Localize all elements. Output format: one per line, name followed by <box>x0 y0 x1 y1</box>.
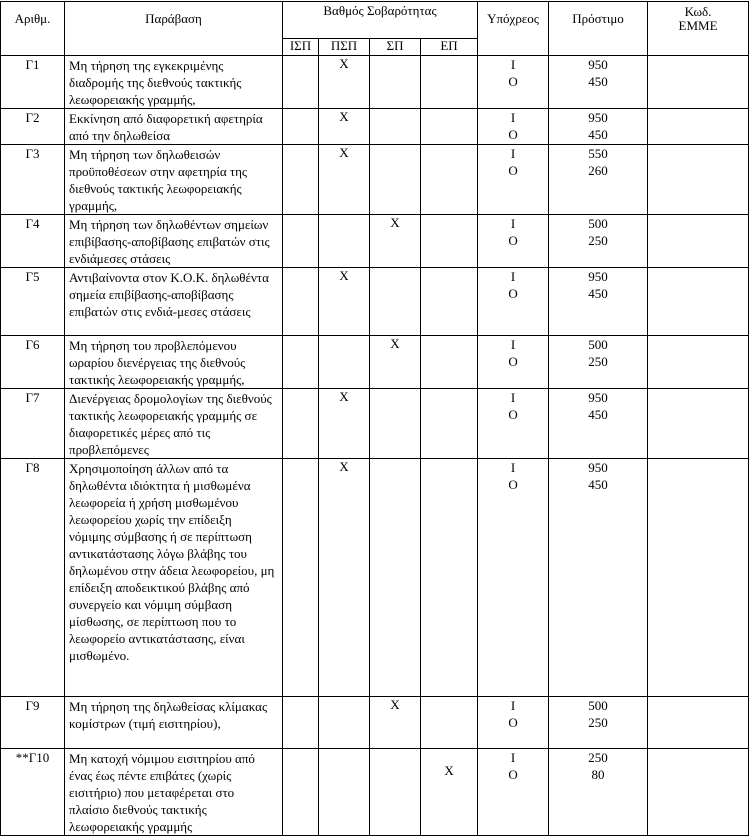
row-violation: Μη τήρηση του προβλεπόμενου ωραρίου διενέργειας της διεθνούς τακτικής λεωφορειακής γραμμής, <box>65 336 283 389</box>
row-mark-isp <box>283 109 319 145</box>
row-mark-ep <box>421 109 478 145</box>
row-fine <box>549 697 648 749</box>
table-row <box>1 56 749 109</box>
row-mark-sp <box>370 56 421 109</box>
header-code <box>648 2 749 56</box>
obligated-second: Ο <box>508 477 518 492</box>
row-violation: Αντιβαίνοντα στον Κ.Ο.Κ. δηλωθέντα σημεία επιβίβασης-αποβίβασης επιβατών στις ενδιά-μεσες στάσεις <box>65 268 283 336</box>
table-row <box>1 459 749 697</box>
row-fine <box>549 268 648 336</box>
row-obligated <box>478 268 549 336</box>
row-code <box>648 145 749 215</box>
table-row <box>1 749 749 836</box>
obligated-second: Ο <box>508 354 518 369</box>
row-number: Γ7 <box>1 389 65 459</box>
obligated-first: Ι <box>510 460 516 475</box>
row-number: Γ4 <box>1 215 65 268</box>
fine-first: 250 <box>588 750 608 765</box>
header-number: Αριθμ. <box>1 2 65 56</box>
obligated-first: Ι <box>510 110 516 125</box>
header-code-line1: Κωδ. <box>684 4 712 19</box>
fine-second: 450 <box>588 74 608 89</box>
table-row <box>1 215 749 268</box>
row-code <box>648 749 749 836</box>
fine-second: 450 <box>588 127 608 142</box>
row-mark-psp: Χ <box>319 145 370 215</box>
table-row <box>1 697 749 749</box>
row-mark-psp: Χ <box>319 268 370 336</box>
row-obligated <box>478 389 549 459</box>
row-violation: Μη τήρηση των δηλωθέντων σημείων επιβίβασης-αποβίβασης επιβατών στις ενδιάμεσες στάσεις <box>65 215 283 268</box>
row-violation: Μη τήρηση των δηλωθεισών προϋποθέσεων στην αφετηρία της διεθνούς τακτικής λεωφορειακής γραμμής, <box>65 145 283 215</box>
row-mark-psp <box>319 697 370 749</box>
obligated-first: Ι <box>510 337 516 352</box>
fine-second: 450 <box>588 286 608 301</box>
row-mark-isp <box>283 389 319 459</box>
row-violation: Μη τήρηση της εγκεκριμένης διαδρομής της διεθνούς τακτικής λεωφορειακής γραμμής, <box>65 56 283 109</box>
header-severity-psp: ΠΣΠ <box>319 39 370 56</box>
row-mark-psp: Χ <box>319 56 370 109</box>
row-fine <box>549 215 648 268</box>
row-mark-ep <box>421 389 478 459</box>
obligated-first: Ι <box>510 390 516 405</box>
obligated-first: Ι <box>510 698 516 713</box>
header-severity-ep: ΕΠ <box>421 39 478 56</box>
fine-first: 950 <box>588 269 608 284</box>
fine-first: 950 <box>588 460 608 475</box>
row-fine <box>549 459 648 697</box>
row-mark-ep <box>421 145 478 215</box>
row-mark-isp <box>283 215 319 268</box>
fine-second: 450 <box>588 407 608 422</box>
fine-first: 950 <box>588 110 608 125</box>
row-number: Γ5 <box>1 268 65 336</box>
header-violation: Παράβαση <box>65 2 283 56</box>
row-mark-sp: Χ <box>370 215 421 268</box>
row-mark-sp <box>370 749 421 836</box>
row-mark-sp <box>370 268 421 336</box>
row-fine <box>549 389 648 459</box>
row-fine <box>549 145 648 215</box>
fine-second: 250 <box>588 715 608 730</box>
header-severity-sp: ΣΠ <box>370 39 421 56</box>
header-severity-isp: ΙΣΠ <box>283 39 319 56</box>
obligated-first: Ι <box>510 57 516 72</box>
table-row <box>1 389 749 459</box>
row-code <box>648 697 749 749</box>
fine-first: 550 <box>588 146 608 161</box>
obligated-second: Ο <box>508 407 518 422</box>
row-obligated <box>478 336 549 389</box>
row-number: Γ6 <box>1 336 65 389</box>
row-mark-ep: Χ <box>421 749 478 836</box>
row-number: Γ8 <box>1 459 65 697</box>
row-mark-psp: Χ <box>319 109 370 145</box>
row-mark-psp <box>319 749 370 836</box>
row-mark-sp: Χ <box>370 697 421 749</box>
row-obligated <box>478 697 549 749</box>
header-fine: Πρόστιμο <box>549 2 648 56</box>
row-obligated <box>478 56 549 109</box>
header-row <box>1 2 749 39</box>
obligated-first: Ι <box>510 750 516 765</box>
row-fine <box>549 56 648 109</box>
fine-first: 500 <box>588 698 608 713</box>
row-violation: Μη τήρηση της δηλωθείσας κλίμακας κομίστρων (τιμή εισιτηρίου), <box>65 697 283 749</box>
row-code <box>648 215 749 268</box>
row-number: Γ1 <box>1 56 65 109</box>
row-violation: Διενέργειας δρομολογίων της διεθνούς τακτικής λεωφορειακής γραμμής σε διαφορετικές μέρες από τις προβλεπόμενες <box>65 389 283 459</box>
row-mark-sp <box>370 389 421 459</box>
row-number: Γ9 <box>1 697 65 749</box>
obligated-second: Ο <box>508 233 518 248</box>
fine-second: 80 <box>591 767 605 782</box>
row-mark-psp: Χ <box>319 459 370 697</box>
fine-first: 500 <box>588 337 608 352</box>
obligated-second: Ο <box>508 163 518 178</box>
row-mark-sp <box>370 459 421 697</box>
obligated-first: Ι <box>510 216 516 231</box>
row-mark-ep <box>421 697 478 749</box>
row-mark-sp <box>370 145 421 215</box>
row-mark-isp <box>283 268 319 336</box>
fine-second: 450 <box>588 477 608 492</box>
fines-table <box>0 1 749 836</box>
obligated-second: Ο <box>508 767 518 782</box>
row-fine <box>549 749 648 836</box>
row-number: Γ3 <box>1 145 65 215</box>
row-mark-ep <box>421 215 478 268</box>
row-code <box>648 56 749 109</box>
row-mark-isp <box>283 749 319 836</box>
row-obligated <box>478 215 549 268</box>
row-obligated <box>478 749 549 836</box>
row-mark-isp <box>283 56 319 109</box>
row-mark-sp <box>370 109 421 145</box>
row-fine <box>549 109 648 145</box>
row-obligated <box>478 109 549 145</box>
fine-first: 950 <box>588 57 608 72</box>
row-mark-ep <box>421 56 478 109</box>
row-violation: Χρησιμοποίηση άλλων από τα δηλωθέντα ιδιόκτητα ή μισθωμένα λεωφορεία ή χρήση μισθωμένου λεωφορείου χωρίς την επίδειξη νόμιμης σύμβασης ή σε περίπτωση αντικατάστασης λόγω βλάβης του δηλωμένου στην άδεια λεωφορείου, μη επίδειξη αποδεικτικού βλάβης από συνεργείο και νόμιμη σύμβαση μίσθωσης, σε περίπτωση που το λεωφορείο αντικατάστασης, είναι μισθωμένο. <box>65 459 283 697</box>
obligated-first: Ι <box>510 146 516 161</box>
header-obligated: Υπόχρεος <box>478 2 549 56</box>
row-mark-isp <box>283 336 319 389</box>
fine-first: 500 <box>588 216 608 231</box>
row-code <box>648 389 749 459</box>
row-violation: Εκκίνηση από διαφορετική αφετηρία από την δηλωθείσα <box>65 109 283 145</box>
obligated-second: Ο <box>508 127 518 142</box>
row-code <box>648 336 749 389</box>
row-mark-sp: Χ <box>370 336 421 389</box>
row-mark-psp <box>319 215 370 268</box>
row-code <box>648 268 749 336</box>
obligated-first: Ι <box>510 269 516 284</box>
row-violation: Μη κατοχή νόμιμου εισιτηρίου από ένας έως πέντε επιβάτες (χωρίς εισιτήριο) που μεταφέρεται στο πλαίσιο διεθνούς τακτικής λεωφορειακής γραμμής <box>65 749 283 836</box>
row-code <box>648 459 749 697</box>
row-mark-isp <box>283 145 319 215</box>
row-mark-ep <box>421 459 478 697</box>
row-obligated <box>478 145 549 215</box>
row-mark-psp: Χ <box>319 389 370 459</box>
row-code <box>648 109 749 145</box>
row-mark-psp <box>319 336 370 389</box>
row-obligated <box>478 459 549 697</box>
fine-second: 250 <box>588 233 608 248</box>
row-number: **Γ10 <box>1 749 65 836</box>
row-mark-isp <box>283 459 319 697</box>
table-row <box>1 336 749 389</box>
fine-first: 950 <box>588 390 608 405</box>
table-row <box>1 268 749 336</box>
table-row <box>1 109 749 145</box>
header-severity: Βαθμός Σοβαρότητας <box>283 2 478 39</box>
row-fine <box>549 336 648 389</box>
header-code-line2: ΕΜΜΕ <box>678 18 718 33</box>
obligated-second: Ο <box>508 715 518 730</box>
table-row <box>1 145 749 215</box>
obligated-second: Ο <box>508 74 518 89</box>
row-number: Γ2 <box>1 109 65 145</box>
fine-second: 250 <box>588 354 608 369</box>
fine-second: 260 <box>588 163 608 178</box>
obligated-second: Ο <box>508 286 518 301</box>
table-body <box>1 56 749 836</box>
row-mark-ep <box>421 268 478 336</box>
row-mark-ep <box>421 336 478 389</box>
row-mark-isp <box>283 697 319 749</box>
